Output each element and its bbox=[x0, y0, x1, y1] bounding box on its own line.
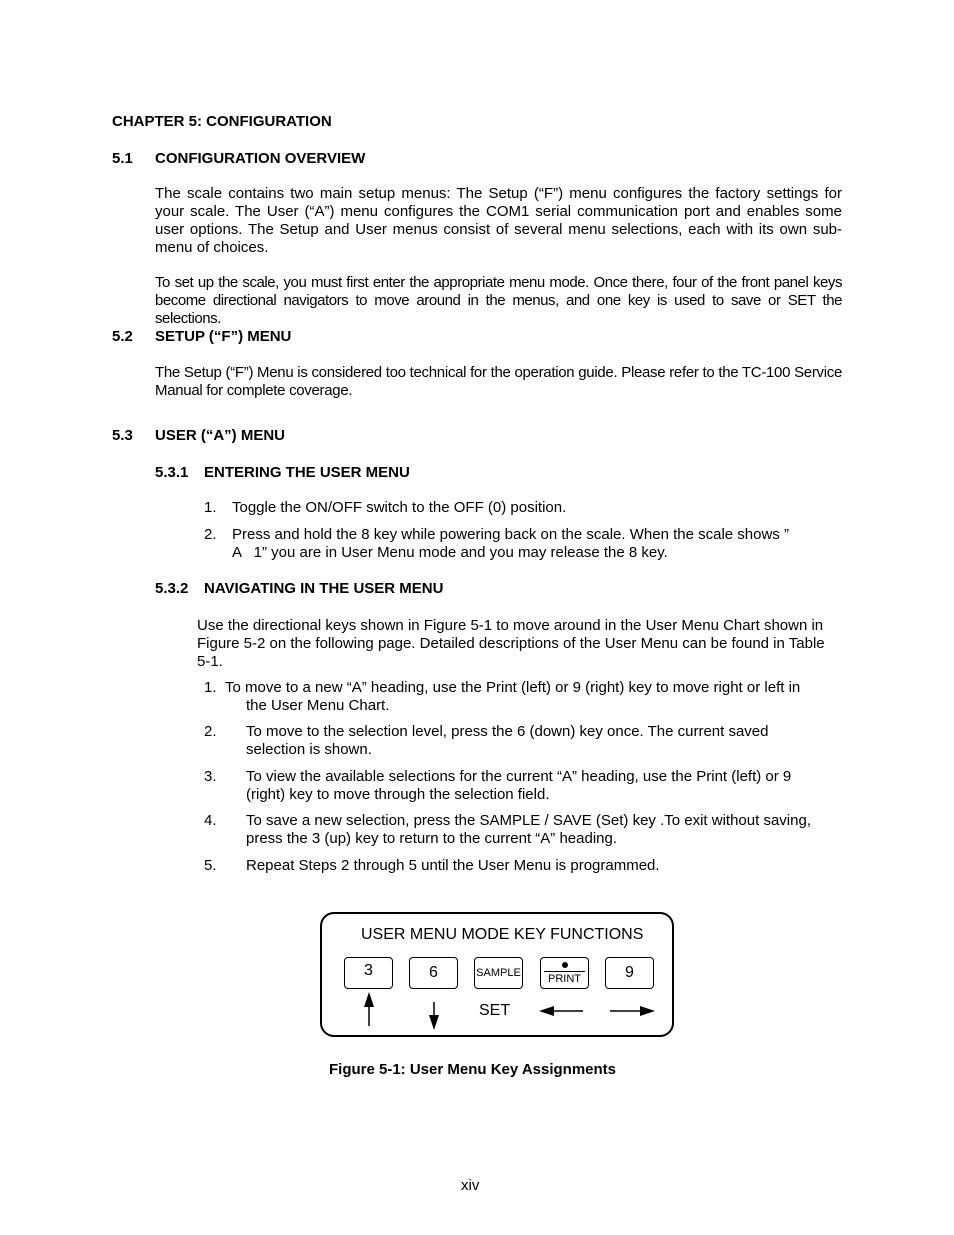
subsection-title: NAVIGATING IN THE USER MENU bbox=[204, 580, 444, 597]
key-sample: SAMPLE bbox=[474, 957, 523, 989]
section-number: 5.1 bbox=[112, 150, 133, 167]
list-item: To move to a new “A” heading, use the Print (left) or 9 (right) key to move right or left in bbox=[225, 679, 801, 696]
section-number: 5.3 bbox=[112, 427, 133, 444]
key-3: 3 bbox=[344, 957, 393, 989]
section-title: SETUP (“F”) MENU bbox=[155, 328, 292, 345]
list-item-continuation: (right) key to move through the selection field. bbox=[246, 786, 550, 803]
set-label: SET bbox=[479, 1002, 511, 1019]
list-number: 4. bbox=[204, 812, 217, 829]
list-item: Repeat Steps 2 through 5 until the User Menu is programmed. bbox=[246, 857, 660, 874]
list-item-continuation: the User Menu Chart. bbox=[246, 697, 390, 714]
figure-caption: Figure 5-1: User Menu Key Assignments bbox=[329, 1061, 617, 1078]
key-9: 9 bbox=[605, 957, 654, 989]
up-arrow-icon bbox=[364, 992, 374, 1026]
list-item: To view the available selections for the current “A” heading, use the Print (left) or 9 bbox=[246, 768, 792, 785]
page-number: xiv bbox=[461, 1177, 480, 1194]
down-arrow-icon bbox=[429, 1002, 439, 1030]
paragraph: To set up the scale, you must first enter the appropriate menu mode. Once there, four of the front panel keys become directional navigators to move around in the menus, and one key is used to save or SET the selections. bbox=[155, 274, 842, 327]
subsection-number: 5.3.2 bbox=[155, 580, 189, 597]
left-arrow-icon bbox=[539, 1006, 583, 1016]
list-item: Toggle the ON/OFF switch to the OFF (0) position. bbox=[232, 499, 567, 516]
list-item-continuation: press the 3 (up) key to return to the current “A” heading. bbox=[246, 830, 618, 847]
figure-box-title: USER MENU MODE KEY FUNCTIONS bbox=[361, 926, 644, 943]
list-item: Press and hold the 8 key while powering back on the scale. When the scale shows ” bbox=[232, 526, 789, 543]
list-item-continuation: selection is shown. bbox=[246, 741, 372, 758]
chapter-title: CHAPTER 5: CONFIGURATION bbox=[112, 113, 332, 130]
key-6: 6 bbox=[409, 957, 458, 989]
section-title: CONFIGURATION OVERVIEW bbox=[155, 150, 366, 167]
print-label: PRINT bbox=[544, 971, 585, 986]
list-item: To save a new selection, press the SAMPLE / SAVE (Set) key .To exit without saving, bbox=[246, 812, 811, 829]
paragraph: The scale contains two main setup menus: The Setup (“F”) menu configures the factory settings for your scale. The User (“A”) menu configures the COM1 serial communication port and enables some user options. The Setup and User menus consist of several menu selections, each with its own sub-menu of choices. bbox=[155, 185, 842, 256]
list-number: 1. bbox=[204, 679, 217, 696]
subsection-title: ENTERING THE USER MENU bbox=[204, 464, 410, 481]
key-functions-figure bbox=[320, 912, 674, 1037]
list-number: 2. bbox=[204, 723, 217, 740]
list-item: To move to the selection level, press the 6 (down) key once. The current saved bbox=[246, 723, 769, 740]
paragraph: Use the directional keys shown in Figure 5-1 to move around in the User Menu Chart shown in Figure 5-2 on the following page. Detailed descriptions of the User Menu can be found in Table 5-1. bbox=[197, 617, 825, 670]
subsection-number: 5.3.1 bbox=[155, 464, 189, 481]
direction-arrows bbox=[322, 914, 672, 1035]
paragraph: The Setup (“F”) Menu is considered too technical for the operation guide. Please refer to the TC-100 Service Manual for complete coverage. bbox=[155, 364, 842, 399]
list-number: 1. bbox=[204, 499, 217, 516]
section-title: USER (“A”) MENU bbox=[155, 427, 285, 444]
section-number: 5.2 bbox=[112, 328, 133, 345]
list-number: 5. bbox=[204, 857, 217, 874]
list-number: 3. bbox=[204, 768, 217, 785]
list-number: 2. bbox=[204, 526, 217, 543]
right-arrow-icon bbox=[610, 1006, 655, 1016]
list-item-continuation: A 1” you are in User Menu mode and you may release the 8 key. bbox=[232, 544, 668, 561]
